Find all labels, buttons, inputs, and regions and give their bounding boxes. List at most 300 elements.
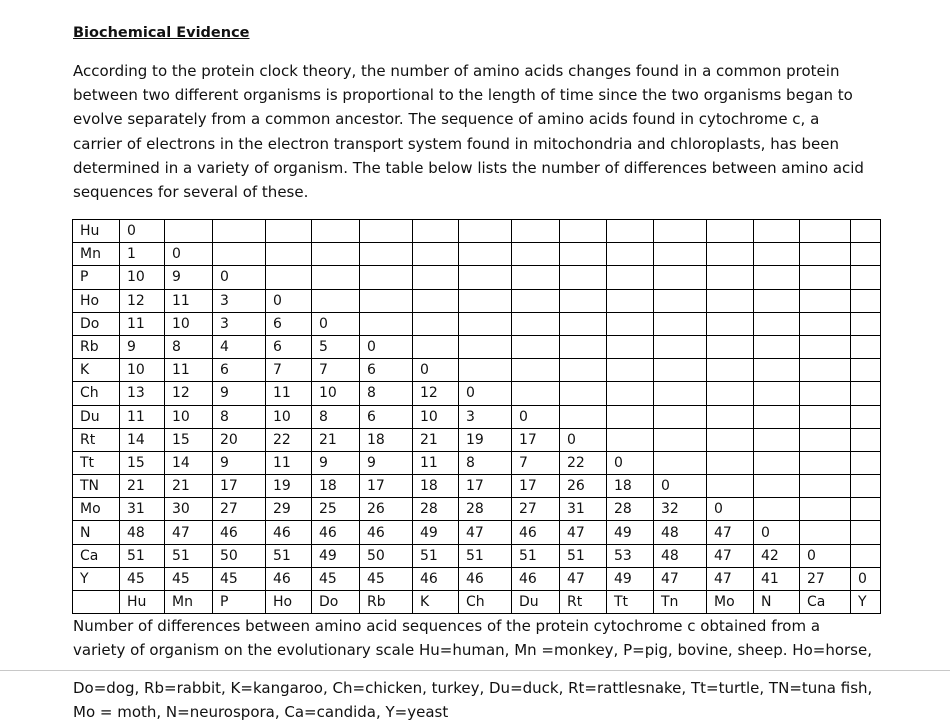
empty-cell — [459, 359, 512, 382]
column-label: Tn — [654, 591, 707, 614]
empty-cell — [560, 359, 607, 382]
empty-cell — [800, 382, 851, 405]
cytochrome-difference-table — [72, 219, 881, 614]
column-label: Ho — [266, 591, 312, 614]
empty-cell — [851, 243, 881, 266]
difference-cell: 17 — [213, 475, 266, 498]
empty-cell — [654, 243, 707, 266]
column-label: N — [754, 591, 800, 614]
empty-cell — [607, 266, 654, 289]
difference-cell: 47 — [560, 521, 607, 544]
row-label: Rb — [73, 335, 120, 358]
column-label: P — [213, 591, 266, 614]
difference-cell: 11 — [266, 451, 312, 474]
empty-cell — [707, 220, 754, 243]
difference-cell: 47 — [707, 521, 754, 544]
difference-cell: 31 — [560, 498, 607, 521]
difference-cell: 47 — [560, 567, 607, 590]
difference-cell: 10 — [165, 312, 213, 335]
difference-cell: 28 — [413, 498, 459, 521]
difference-cell: 18 — [607, 475, 654, 498]
row-label: P — [73, 266, 120, 289]
column-label: Tt — [607, 591, 654, 614]
empty-cell — [413, 266, 459, 289]
empty-cell — [851, 335, 881, 358]
empty-cell — [754, 289, 800, 312]
empty-cell — [707, 405, 754, 428]
empty-cell — [654, 312, 707, 335]
difference-cell: 30 — [165, 498, 213, 521]
table-row — [73, 521, 881, 544]
empty-cell — [754, 266, 800, 289]
empty-cell — [754, 405, 800, 428]
empty-cell — [800, 312, 851, 335]
empty-cell — [560, 289, 607, 312]
difference-cell: 26 — [360, 498, 413, 521]
difference-cell: 0 — [800, 544, 851, 567]
difference-cell: 0 — [120, 220, 165, 243]
empty-cell — [800, 451, 851, 474]
table-row — [73, 220, 881, 243]
empty-cell — [560, 405, 607, 428]
column-label: Hu — [120, 591, 165, 614]
difference-cell: 0 — [459, 382, 512, 405]
difference-cell: 0 — [654, 475, 707, 498]
difference-cell: 50 — [360, 544, 413, 567]
difference-cell: 14 — [165, 451, 213, 474]
difference-cell: 10 — [312, 382, 360, 405]
empty-cell — [851, 359, 881, 382]
difference-cell: 48 — [654, 521, 707, 544]
difference-cell: 45 — [165, 567, 213, 590]
difference-cell: 28 — [459, 498, 512, 521]
difference-cell: 0 — [607, 451, 654, 474]
empty-cell — [413, 335, 459, 358]
empty-cell — [413, 220, 459, 243]
column-label: Mn — [165, 591, 213, 614]
difference-cell: 46 — [413, 567, 459, 590]
difference-cell: 7 — [312, 359, 360, 382]
difference-cell: 47 — [459, 521, 512, 544]
difference-cell: 46 — [213, 521, 266, 544]
empty-cell — [800, 243, 851, 266]
difference-cell: 51 — [120, 544, 165, 567]
difference-cell: 12 — [165, 382, 213, 405]
empty-cell — [707, 335, 754, 358]
row-label: Rt — [73, 428, 120, 451]
table-caption: Number of differences between amino acid sequences of the protein cytochrome c obtained from a variety of organism on the evolutionary scale Hu=human, Mn =monkey, P=pig, bovine, sheep. Ho=horse, — [73, 617, 872, 660]
difference-cell: 53 — [607, 544, 654, 567]
empty-cell — [560, 266, 607, 289]
empty-cell — [512, 312, 560, 335]
difference-cell: 47 — [707, 544, 754, 567]
difference-cell: 18 — [312, 475, 360, 498]
difference-cell: 51 — [165, 544, 213, 567]
difference-cell: 18 — [360, 428, 413, 451]
empty-cell — [754, 382, 800, 405]
difference-cell: 17 — [459, 475, 512, 498]
difference-cell: 15 — [165, 428, 213, 451]
table-row — [73, 428, 881, 451]
empty-cell — [654, 428, 707, 451]
difference-cell: 1 — [120, 243, 165, 266]
difference-cell: 6 — [360, 359, 413, 382]
empty-cell — [459, 220, 512, 243]
empty-cell — [754, 359, 800, 382]
difference-cell: 49 — [312, 544, 360, 567]
difference-cell: 48 — [120, 521, 165, 544]
empty-cell — [560, 243, 607, 266]
empty-cell — [607, 243, 654, 266]
empty-cell — [512, 266, 560, 289]
table-row — [73, 289, 881, 312]
empty-cell — [312, 266, 360, 289]
difference-cell: 0 — [413, 359, 459, 382]
empty-cell — [165, 220, 213, 243]
difference-cell: 27 — [213, 498, 266, 521]
row-label: Ch — [73, 382, 120, 405]
difference-cell: 22 — [560, 451, 607, 474]
difference-cell: 8 — [165, 335, 213, 358]
empty-cell — [654, 405, 707, 428]
difference-cell: 7 — [512, 451, 560, 474]
difference-cell: 10 — [266, 405, 312, 428]
empty-cell — [754, 335, 800, 358]
empty-cell — [360, 289, 413, 312]
empty-cell — [654, 359, 707, 382]
empty-cell — [512, 382, 560, 405]
empty-cell — [512, 243, 560, 266]
empty-cell — [754, 475, 800, 498]
difference-cell: 46 — [360, 521, 413, 544]
difference-cell: 0 — [851, 567, 881, 590]
difference-cell: 49 — [413, 521, 459, 544]
empty-cell — [360, 243, 413, 266]
empty-cell — [312, 220, 360, 243]
empty-cell — [413, 312, 459, 335]
empty-cell — [512, 289, 560, 312]
empty-cell — [800, 405, 851, 428]
difference-cell: 11 — [165, 289, 213, 312]
column-label: Ch — [459, 591, 512, 614]
row-label: Mo — [73, 498, 120, 521]
empty-cell — [607, 382, 654, 405]
empty-cell — [800, 335, 851, 358]
difference-cell: 6 — [360, 405, 413, 428]
empty-cell — [707, 289, 754, 312]
empty-cell — [707, 312, 754, 335]
empty-cell — [413, 243, 459, 266]
empty-cell — [360, 266, 413, 289]
empty-cell — [512, 220, 560, 243]
empty-cell — [851, 405, 881, 428]
difference-cell: 49 — [607, 521, 654, 544]
difference-cell: 27 — [800, 567, 851, 590]
empty-cell — [654, 220, 707, 243]
empty-cell — [800, 289, 851, 312]
empty-cell — [707, 475, 754, 498]
empty-cell — [607, 405, 654, 428]
row-label: Du — [73, 405, 120, 428]
empty-cell — [800, 498, 851, 521]
empty-cell — [266, 220, 312, 243]
table-row — [73, 567, 881, 590]
difference-cell: 45 — [312, 567, 360, 590]
empty-cell — [851, 521, 881, 544]
difference-cell: 21 — [120, 475, 165, 498]
empty-cell — [266, 243, 312, 266]
empty-cell — [851, 428, 881, 451]
difference-cell: 49 — [607, 567, 654, 590]
difference-cell: 8 — [213, 405, 266, 428]
difference-cell: 0 — [312, 312, 360, 335]
column-label: Mo — [707, 591, 754, 614]
empty-cell — [360, 220, 413, 243]
table-row — [73, 266, 881, 289]
difference-cell: 12 — [413, 382, 459, 405]
empty-cell — [512, 359, 560, 382]
empty-cell — [360, 312, 413, 335]
column-label-row — [73, 591, 881, 614]
difference-cell: 10 — [165, 405, 213, 428]
difference-cell: 3 — [459, 405, 512, 428]
empty-cell — [800, 521, 851, 544]
difference-cell: 19 — [266, 475, 312, 498]
table-row — [73, 544, 881, 567]
empty-cell — [312, 289, 360, 312]
empty-cell — [459, 312, 512, 335]
empty-cell — [607, 312, 654, 335]
difference-cell: 5 — [312, 335, 360, 358]
difference-cell: 31 — [120, 498, 165, 521]
empty-cell — [851, 289, 881, 312]
table-row — [73, 405, 881, 428]
empty-cell — [459, 266, 512, 289]
difference-cell: 11 — [413, 451, 459, 474]
empty-cell — [654, 451, 707, 474]
empty-cell — [560, 382, 607, 405]
difference-cell: 6 — [266, 312, 312, 335]
difference-cell: 6 — [266, 335, 312, 358]
empty-cell — [754, 243, 800, 266]
difference-cell: 0 — [360, 335, 413, 358]
difference-cell: 11 — [120, 312, 165, 335]
difference-cell: 45 — [360, 567, 413, 590]
difference-cell: 0 — [754, 521, 800, 544]
row-label: Y — [73, 567, 120, 590]
empty-cell — [654, 382, 707, 405]
empty-cell — [754, 220, 800, 243]
difference-cell: 46 — [266, 521, 312, 544]
empty-cell — [754, 428, 800, 451]
difference-cell: 9 — [120, 335, 165, 358]
difference-cell: 51 — [512, 544, 560, 567]
empty-cell — [413, 289, 459, 312]
difference-cell: 8 — [459, 451, 512, 474]
difference-cell: 10 — [120, 266, 165, 289]
difference-cell: 46 — [459, 567, 512, 590]
intro-paragraph: According to the protein clock theory, the number of amino acids changes found in a common protein between two different organisms is proportional to the length of time since the two organisms began to evolve separately from a common ancestor. The sequence of amino acids found in cytochrome c, a carrier of electrons in the electron transport system found in mitochondria and chloroplasts, has been determined in a variety of organism. The table below lists the number of differences between amino acid sequences for several of these. — [73, 62, 864, 202]
table-row — [73, 335, 881, 358]
table-row — [73, 312, 881, 335]
difference-cell: 41 — [754, 567, 800, 590]
difference-cell: 20 — [213, 428, 266, 451]
difference-cell: 42 — [754, 544, 800, 567]
column-label: K — [413, 591, 459, 614]
row-label: Do — [73, 312, 120, 335]
empty-cell — [73, 591, 120, 614]
empty-cell — [851, 312, 881, 335]
difference-cell: 18 — [413, 475, 459, 498]
difference-cell: 26 — [560, 475, 607, 498]
table-row — [73, 451, 881, 474]
row-label: K — [73, 359, 120, 382]
empty-cell — [707, 266, 754, 289]
row-label: TN — [73, 475, 120, 498]
difference-cell: 47 — [165, 521, 213, 544]
empty-cell — [800, 428, 851, 451]
empty-cell — [459, 289, 512, 312]
difference-cell: 19 — [459, 428, 512, 451]
row-label: Ca — [73, 544, 120, 567]
empty-cell — [800, 475, 851, 498]
empty-cell — [707, 451, 754, 474]
difference-cell: 0 — [512, 405, 560, 428]
difference-cell: 10 — [120, 359, 165, 382]
table-row — [73, 382, 881, 405]
difference-cell: 9 — [312, 451, 360, 474]
difference-cell: 21 — [312, 428, 360, 451]
row-label: Ho — [73, 289, 120, 312]
table-body — [73, 220, 881, 614]
difference-cell: 51 — [266, 544, 312, 567]
empty-cell — [607, 335, 654, 358]
difference-cell: 47 — [707, 567, 754, 590]
table-row — [73, 498, 881, 521]
empty-cell — [851, 544, 881, 567]
difference-cell: 12 — [120, 289, 165, 312]
empty-cell — [607, 359, 654, 382]
difference-cell: 32 — [654, 498, 707, 521]
empty-cell — [266, 266, 312, 289]
difference-cell: 3 — [213, 289, 266, 312]
difference-cell: 15 — [120, 451, 165, 474]
column-label: Y — [851, 591, 881, 614]
empty-cell — [607, 428, 654, 451]
empty-cell — [560, 335, 607, 358]
difference-cell: 25 — [312, 498, 360, 521]
empty-cell — [754, 312, 800, 335]
difference-cell: 21 — [413, 428, 459, 451]
empty-cell — [754, 498, 800, 521]
empty-cell — [707, 382, 754, 405]
difference-cell: 7 — [266, 359, 312, 382]
difference-cell: 17 — [512, 428, 560, 451]
empty-cell — [851, 451, 881, 474]
column-label: Rb — [360, 591, 413, 614]
empty-cell — [707, 428, 754, 451]
difference-cell: 51 — [459, 544, 512, 567]
difference-cell: 11 — [120, 405, 165, 428]
difference-cell: 9 — [213, 451, 266, 474]
difference-cell: 9 — [165, 266, 213, 289]
page-break-divider — [0, 670, 950, 671]
empty-cell — [213, 220, 266, 243]
empty-cell — [707, 359, 754, 382]
difference-cell: 4 — [213, 335, 266, 358]
difference-cell: 0 — [266, 289, 312, 312]
empty-cell — [851, 498, 881, 521]
difference-cell: 51 — [560, 544, 607, 567]
difference-cell: 17 — [512, 475, 560, 498]
empty-cell — [560, 220, 607, 243]
column-label: Do — [312, 591, 360, 614]
difference-cell: 0 — [213, 266, 266, 289]
empty-cell — [851, 220, 881, 243]
difference-cell: 0 — [707, 498, 754, 521]
empty-cell — [213, 243, 266, 266]
empty-cell — [459, 335, 512, 358]
difference-cell: 22 — [266, 428, 312, 451]
empty-cell — [754, 451, 800, 474]
row-label: Tt — [73, 451, 120, 474]
difference-cell: 46 — [512, 567, 560, 590]
empty-cell — [800, 359, 851, 382]
difference-cell: 45 — [213, 567, 266, 590]
difference-cell: 10 — [413, 405, 459, 428]
difference-cell: 0 — [560, 428, 607, 451]
difference-cell: 28 — [607, 498, 654, 521]
empty-cell — [560, 312, 607, 335]
difference-cell: 14 — [120, 428, 165, 451]
difference-cell: 8 — [312, 405, 360, 428]
empty-cell — [654, 266, 707, 289]
table-row — [73, 359, 881, 382]
row-label: Mn — [73, 243, 120, 266]
difference-cell: 21 — [165, 475, 213, 498]
row-label: N — [73, 521, 120, 544]
empty-cell — [312, 243, 360, 266]
difference-cell: 50 — [213, 544, 266, 567]
difference-cell: 3 — [213, 312, 266, 335]
organism-key: Do=dog, Rb=rabbit, K=kangaroo, Ch=chicken, turkey, Du=duck, Rt=rattlesnake, Tt=turtle, TN=tuna fish, Mo = moth, N=neurospora, Ca=candida, Y=yeast — [73, 679, 873, 722]
difference-cell: 46 — [312, 521, 360, 544]
difference-cell: 46 — [512, 521, 560, 544]
column-label: Du — [512, 591, 560, 614]
difference-cell: 8 — [360, 382, 413, 405]
empty-cell — [512, 335, 560, 358]
empty-cell — [800, 266, 851, 289]
table-row — [73, 475, 881, 498]
difference-cell: 48 — [654, 544, 707, 567]
empty-cell — [607, 289, 654, 312]
difference-cell: 17 — [360, 475, 413, 498]
difference-cell: 6 — [213, 359, 266, 382]
empty-cell — [654, 289, 707, 312]
empty-cell — [800, 220, 851, 243]
row-label: Hu — [73, 220, 120, 243]
difference-cell: 0 — [165, 243, 213, 266]
difference-cell: 47 — [654, 567, 707, 590]
difference-cell: 27 — [512, 498, 560, 521]
page-title: Biochemical Evidence — [73, 25, 250, 41]
empty-cell — [851, 475, 881, 498]
difference-cell: 45 — [120, 567, 165, 590]
difference-cell: 13 — [120, 382, 165, 405]
table-row — [73, 243, 881, 266]
empty-cell — [607, 220, 654, 243]
empty-cell — [851, 382, 881, 405]
